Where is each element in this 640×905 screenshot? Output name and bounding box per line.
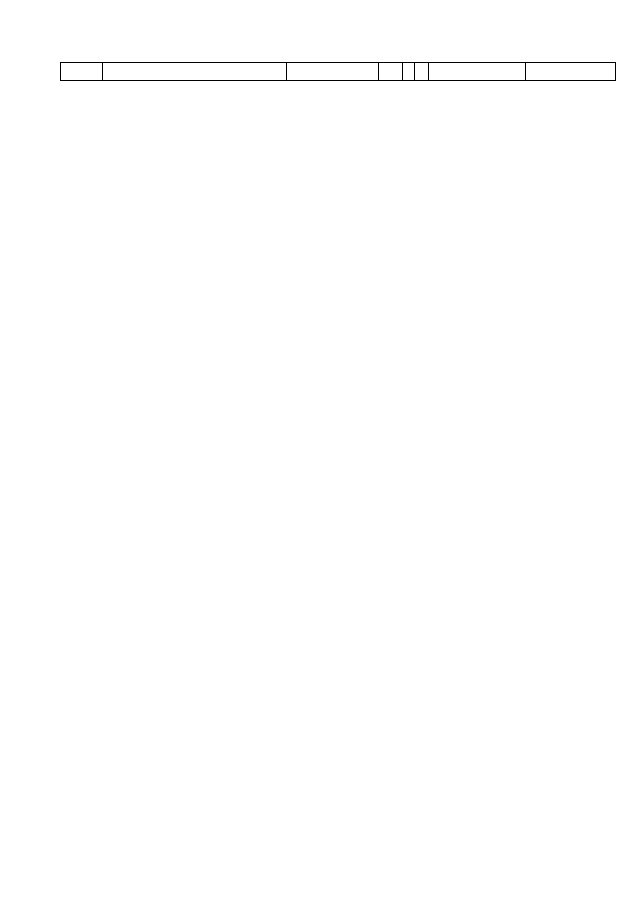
header-col-1 xyxy=(60,63,102,80)
header-col-8 xyxy=(525,63,616,80)
header-col-2 xyxy=(102,63,286,80)
header-col-4 xyxy=(378,63,402,80)
table-header xyxy=(60,62,616,81)
header-col-3 xyxy=(286,63,378,80)
header-col-5 xyxy=(402,63,414,80)
header-col-6 xyxy=(414,63,428,80)
header-col-7 xyxy=(428,63,525,80)
